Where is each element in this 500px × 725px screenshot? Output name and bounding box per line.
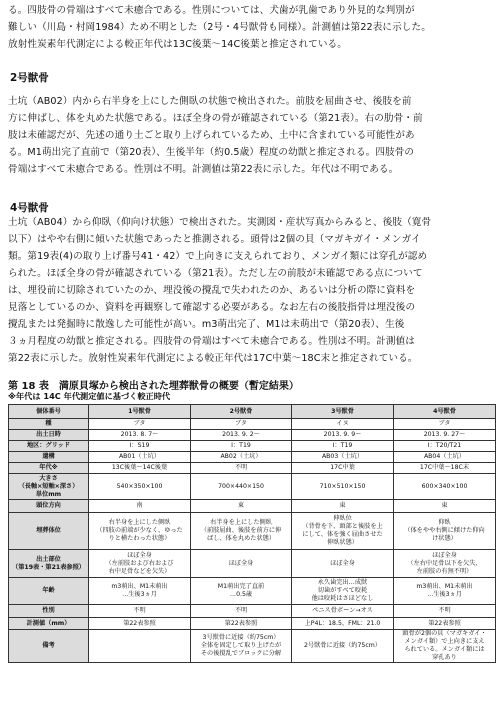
table-cell xyxy=(191,578,292,605)
cell-line: ブタ xyxy=(235,420,247,427)
table-row xyxy=(9,452,496,463)
table-cell xyxy=(89,630,191,663)
cell-line: AB02（土坑） xyxy=(220,453,262,460)
cell-line: 700×440×150 xyxy=(218,482,264,490)
table-row-label xyxy=(9,550,89,578)
table-row xyxy=(9,550,496,578)
text-line: 類。第19表(4)の取り上げ番号41・42）で上向きに支えられており、メンガイ類には穿孔が認め xyxy=(8,251,428,262)
table-cell xyxy=(89,441,191,452)
cell-line: その後撹乱でブロックに分解 xyxy=(200,650,282,657)
text-line: 土坑（AB02）内から右半身を上にした側臥の状態で検出された。前肢を屈曲させ、後肢を前 xyxy=(8,96,412,107)
cell-line: 頭骨が2個の貝（マガキガイ・ xyxy=(402,630,487,637)
cell-line: M1萌出完了直前 xyxy=(217,583,265,590)
cell-line: りと横たわった状態） xyxy=(108,535,171,542)
cell-line: …0.5歳 xyxy=(229,591,253,598)
cell-line: 第22表参照 xyxy=(224,619,258,627)
text-line: 以下）はやや右側に傾いた状態であったと推測される。頭骨は2個の貝（マガキガイ・メンガイ xyxy=(8,234,421,245)
cell-line: 2013. 9. 2～ xyxy=(222,431,260,438)
cell-line: ほぼ全身 xyxy=(127,551,152,559)
cell-line: （左右中足骨以下を欠失、 xyxy=(407,559,482,567)
table-cell xyxy=(89,513,191,550)
cell-line: 東 xyxy=(339,502,346,509)
table-cell xyxy=(89,419,191,430)
cell-line: られている。メンガイ類には xyxy=(404,646,485,653)
cell-line: 13C後葉～14C後葉 xyxy=(111,464,168,471)
label-line: （第19表・第21表参照） xyxy=(12,563,85,571)
table-cell xyxy=(89,474,191,500)
cell-line: 伸臥状態） xyxy=(327,539,358,546)
cell-line: 他は咬耗はさほどなし xyxy=(311,595,374,602)
table-cell xyxy=(191,513,292,550)
cell-line: イヌ xyxy=(336,420,349,427)
table-row-label: 性別 xyxy=(9,605,89,618)
table-cell xyxy=(292,463,394,474)
cell-line: ばし、体を丸めた状態） xyxy=(206,535,276,542)
table-row-label: 年代※ xyxy=(9,463,89,474)
cell-line: 左前肢の有無不明） xyxy=(416,567,473,575)
cell-line: 東 xyxy=(441,502,448,509)
table-cell xyxy=(292,630,394,663)
section-heading-2: 2号獣骨 xyxy=(10,72,49,84)
table-cell xyxy=(394,419,496,430)
table-cell xyxy=(191,452,292,463)
cell-line: 不明 xyxy=(234,607,248,614)
text-line: 見落としているのか、資料を再観察して確認する必要がある。なお左右の後肢指骨は埋没後の xyxy=(8,302,416,313)
table-cell xyxy=(292,452,394,463)
table-cell xyxy=(292,500,394,513)
cell-line: 2号獣骨に近接（約75cm） xyxy=(304,642,381,649)
cell-line: （背骨を下、頭部と後肢を上 xyxy=(302,523,383,530)
table-row-label: 種 xyxy=(9,419,89,430)
table-row xyxy=(9,463,496,474)
cell-line: 17C中葉～18C末 xyxy=(419,464,470,471)
cell-line: 右半身を上にした側臥 xyxy=(210,519,272,526)
cell-line: （四肢の前端が少なく、ゆった xyxy=(96,527,183,534)
table-cell xyxy=(394,452,496,463)
table-cell xyxy=(292,419,394,430)
text-line: 放射性炭素年代測定による較正年代は13C後葉～14C後葉と推定されている。 xyxy=(8,39,347,50)
cell-line: 穿孔あり xyxy=(432,654,457,661)
table-row xyxy=(9,578,496,605)
table-cell xyxy=(191,618,292,630)
cell-line: Ⅰ：T19 xyxy=(231,442,251,449)
label-line: 出土部位 xyxy=(36,555,61,563)
text-line: 肢は未確認だが、先述の通り土ごと取り上げられているため、土中に含まれている可能性があ xyxy=(8,130,415,141)
table-cell xyxy=(89,578,191,605)
cell-line: …生後3ヵ月 xyxy=(122,591,157,598)
table-cell xyxy=(292,618,394,630)
table-row-label: 遺構 xyxy=(9,452,89,463)
cell-line: Ⅰ：T19 xyxy=(332,442,353,449)
cell-line: 3号獣骨に近接（約75cm） xyxy=(202,634,280,641)
text-line: 方に伸ばし、体を丸めた状態である。ほぼ全身の骨が確認されている（第21表）。右の肋骨・前 xyxy=(8,113,423,124)
table-cell xyxy=(292,605,394,618)
table-row xyxy=(9,605,496,618)
table-header-cell: 1号獣骨 xyxy=(89,405,191,419)
table-row xyxy=(9,500,496,513)
table-cell xyxy=(394,513,496,550)
table-row xyxy=(9,430,496,441)
table-cell xyxy=(89,605,191,618)
table-cell xyxy=(394,474,496,500)
table-cell xyxy=(191,605,292,618)
cell-line: 右中足骨などを欠失） xyxy=(108,567,171,575)
table-row-label: 備考 xyxy=(9,630,89,663)
cell-line: 2013. 9. 27～ xyxy=(423,431,466,438)
table-cell xyxy=(394,463,496,474)
cell-line: ほぼ全身 xyxy=(228,559,254,567)
table-cell xyxy=(292,474,394,500)
text-line: 第22表に示した。放射性炭素年代測定による較正年代は17C中葉～18C末と推定されている。 xyxy=(8,353,418,364)
table-cell xyxy=(191,550,292,578)
cell-line: 上P4L：18.5、FML：21.0 xyxy=(304,619,381,627)
cell-line: 第22表参照 xyxy=(123,619,156,627)
table-cell xyxy=(394,630,496,663)
cell-line: AB01（土坑） xyxy=(118,453,161,460)
table-cell xyxy=(292,513,394,550)
cell-line: 永久歯完出…成獣 xyxy=(317,579,368,586)
table-cell xyxy=(292,441,394,452)
cell-line: m3萌出、M1未萌出 xyxy=(416,583,473,590)
table-row xyxy=(9,441,496,452)
cell-line: （体をやや右側に傾けた仰向 xyxy=(404,527,485,534)
cell-line: け状態） xyxy=(432,535,457,542)
cell-line: （左前肢および右および xyxy=(105,559,174,567)
cell-line: ほぼ全身 xyxy=(432,551,457,559)
table-row-label xyxy=(9,474,89,500)
paragraph-1 xyxy=(8,2,494,53)
cell-line: 不明 xyxy=(133,607,146,614)
table-note: ※年代は 14C 年代測定値に基づく較正時代 xyxy=(8,391,171,401)
table-cell xyxy=(89,618,191,630)
table-row-label: 地区：グリッド xyxy=(9,441,89,452)
cell-line: 540×350×100 xyxy=(116,482,163,490)
cell-line: ほぼ全身 xyxy=(330,559,355,567)
table-cell xyxy=(292,578,394,605)
table-cell xyxy=(394,500,496,513)
cell-line: Ⅰ：S19 xyxy=(129,442,150,449)
cell-line: にして、体を強く屈曲させた xyxy=(302,531,383,538)
cell-line: AB04（土坑） xyxy=(423,453,466,460)
label-line: 大きさ xyxy=(39,474,58,482)
text-line: 骨端はすべて未癒合である。性別は不明。計測値は第22表に示した。年代は不明である。 xyxy=(8,164,399,175)
label-line: （長軸×短軸×深さ） xyxy=(18,482,79,490)
table-header-cell: 2号獣骨 xyxy=(191,405,292,419)
text-line: られた。ほぼ全身の骨が確認されている（第21表）。ただし左の前肢が未確認である点について xyxy=(8,268,423,279)
cell-line: 600×340×100 xyxy=(421,482,468,490)
table-row-label: 計測値（mm） xyxy=(9,618,89,630)
table-cell xyxy=(191,630,292,663)
text-line: る。四肢骨の骨端はすべて未癒合である。性別については、犬歯が乳歯であり外見的な判別が xyxy=(8,5,415,16)
cell-line: 右半身を上にした側臥 xyxy=(108,519,171,526)
cell-line: ペニス骨ボーン→オス xyxy=(312,607,373,614)
table-header-cell: 4号獣骨 xyxy=(394,405,496,419)
table-cell xyxy=(394,430,496,441)
label-line: 単位mm xyxy=(35,490,62,498)
table-cell xyxy=(191,500,292,513)
table-row-label: 年齢 xyxy=(9,578,89,605)
cell-line: …生後3ヵ月 xyxy=(427,591,462,598)
cell-line: 不明 xyxy=(438,607,451,614)
text-line: 難しい（川島・村岡1984）ため不明とした（2号・4号獣骨も同様）。計測値は第22表に示した。 xyxy=(8,22,431,33)
text-line: は、埋役前に切除されていたのか、埋没後の攪乱で失われたのか、あるいは分析の際に資料を xyxy=(8,285,416,296)
table-cell xyxy=(394,441,496,452)
table-cell xyxy=(191,463,292,474)
cell-line: 710×510×150 xyxy=(319,482,366,490)
cell-line: 2013. 9. 9～ xyxy=(323,431,362,438)
table-cell xyxy=(191,441,292,452)
table-cell xyxy=(292,430,394,441)
table-row xyxy=(9,474,496,500)
cell-line: 不明 xyxy=(234,464,248,471)
cell-line: m3萌出、M1未萌出 xyxy=(111,583,168,590)
table-cell xyxy=(89,430,191,441)
table-cell xyxy=(89,463,191,474)
cell-line: 2013. 8. 7～ xyxy=(120,431,159,438)
cell-line: （前肢屈曲、後肢を前方に伸 xyxy=(200,527,282,534)
text-line: ３ヵ月程度の幼獣と推定される。四肢骨の骨端はすべて未癒合である。性別は不明。計測値は xyxy=(8,336,415,347)
text-line: る。M1萌出完了直前で（第20表）、生後半年（約0.5歳）程度の幼獣と推定される。四肢骨の xyxy=(8,147,415,158)
cell-line: 17C中葉 xyxy=(330,464,355,471)
cell-line: 伸臥位 xyxy=(333,515,352,522)
section-heading-4: 4号獣骨 xyxy=(10,202,49,214)
table-row xyxy=(9,513,496,550)
table-cell xyxy=(89,500,191,513)
cell-line: 全体を固定して取り上げたが xyxy=(200,642,282,649)
table-header-cell: 個体番号 xyxy=(9,405,89,419)
summary-table xyxy=(8,404,496,663)
table-row xyxy=(9,630,496,663)
text-line: 土坑（AB04）から仰臥（仰向け状態）で検出された。実測図・産状写真からみると、後肢（寛骨 xyxy=(8,217,432,228)
table-cell xyxy=(191,430,292,441)
cell-line: ブタ xyxy=(438,420,451,427)
table-cell xyxy=(394,605,496,618)
table-row xyxy=(9,618,496,630)
table-cell xyxy=(394,618,496,630)
paragraph-3 xyxy=(8,214,494,367)
cell-line: 切歯がすべて咬耗 xyxy=(317,587,368,594)
cell-line: 仰臥 xyxy=(438,519,451,526)
table-header-cell: 3号獣骨 xyxy=(292,405,394,419)
table-cell xyxy=(191,474,292,500)
table-header-row xyxy=(9,405,496,419)
table-cell xyxy=(89,550,191,578)
table-row-label: 頭位方向 xyxy=(9,500,89,513)
cell-line: 東 xyxy=(237,502,245,509)
table-cell xyxy=(394,578,496,605)
table-row xyxy=(9,419,496,430)
cell-line: 南 xyxy=(136,502,143,509)
table-cell xyxy=(292,550,394,578)
table-row-label: 出土日時 xyxy=(9,430,89,441)
table-title: 第 18 表 満原貝塚から検出された埋葬獣骨の概要（暫定結果） xyxy=(8,381,299,392)
text-line: 攪乱または発掘時に散逸した可能性が高い。m3萌出完了、M1は未萌出で（第20表）、生後 xyxy=(8,319,405,330)
cell-line: ブタ xyxy=(133,420,146,427)
cell-line: 第22表参照 xyxy=(428,619,461,627)
cell-line: メンガイ類）で上向きに支え xyxy=(404,638,485,645)
table-cell xyxy=(191,419,292,430)
paragraph-2 xyxy=(8,93,494,178)
table-cell xyxy=(394,550,496,578)
cell-line: AB03（土坑） xyxy=(321,453,364,460)
table-cell xyxy=(89,452,191,463)
cell-line: Ⅰ：T20/T21 xyxy=(427,442,462,449)
table-row-label: 埋葬体位 xyxy=(9,513,89,550)
